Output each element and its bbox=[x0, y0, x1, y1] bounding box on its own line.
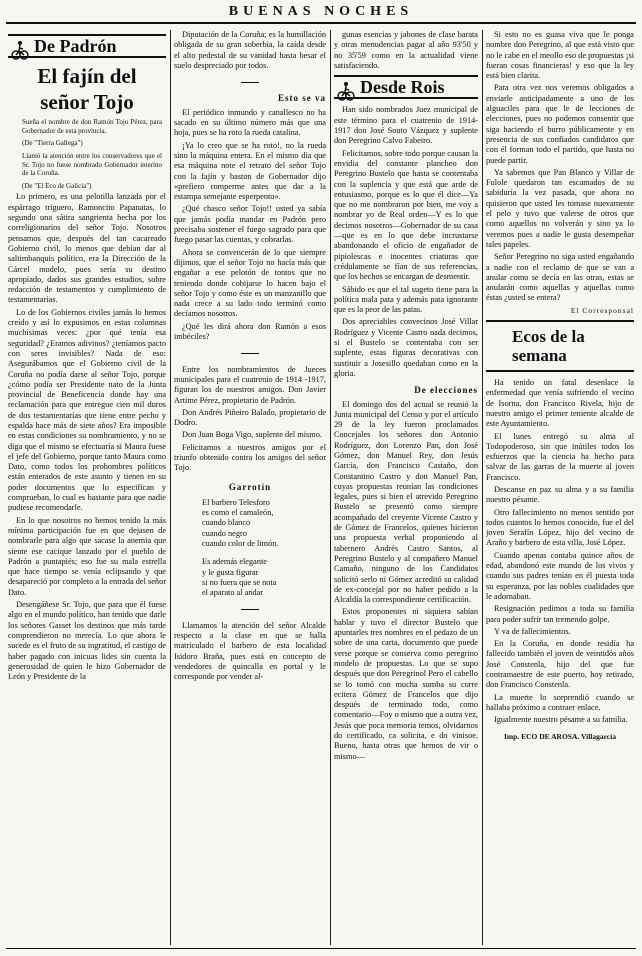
separator bbox=[174, 77, 326, 87]
column-divider bbox=[482, 30, 483, 945]
top-rule bbox=[6, 22, 636, 24]
subheading-garrotin: Garrotín bbox=[228, 481, 272, 492]
poem-line: cuando color de limón. bbox=[202, 539, 279, 549]
poem-line: y le gusta figurar bbox=[202, 567, 259, 577]
paragraph: En la Coruña, en donde residía ha fallecido también el joven de veintidós años José Constenla, hijo del que fue contramaestre de este puerto, hoy retirado, don Francisco Constenla. bbox=[486, 639, 634, 690]
paragraph: Diputación de la Coruña; es la humillación obligada de su gran soberbia, la caída desde el alto pedestal de su vanidad hasta besar el suelo despreciado por todos. bbox=[174, 30, 326, 70]
poem-line: el aparato al andar bbox=[202, 588, 264, 598]
paragraph: ¡Ya lo creo que se ha roto!, no la rueda sino la máquina entera. En el mismo día que esa máquina note el retrato del señor Tojo con la fajín y baston de Gobernador dijo «prefiero romperme antes que dar a la estampa semejante esperpento». bbox=[174, 140, 326, 202]
paragraph: Estos proponentes ni siquiera sabían hablar y tuvo el director Bustelo que apuntarles tres nombres en el pedazo de un sobre de una carta, documento que puede verse porque se conserva como peregrino modelo de propuestas. Lo que se supo después que don Peregrinol Pero el cabello se lo tomó con mucha sumba su corre ecitera Gómez de Francelos que dijo después de terminado todo, como comentario—Foy o mismo que a outra vez, Jesús que poca memoria temos, olvidarnos do certificado, ca solicita, e do vinisoe. Bueno, hasta otras que hemos de vir o mismo— bbox=[334, 607, 478, 761]
section-title-line-1: Ecos de la bbox=[512, 327, 585, 347]
cyclist-icon bbox=[337, 81, 355, 101]
poem-line: es como el camaleón, bbox=[202, 508, 274, 518]
poem-line: Es además elegante bbox=[202, 557, 267, 567]
paragraph: Felicitamos, sobre todo porque causan la envidia del constante plancheo don Peregrino Bustelo que hasta se contentaba con la suplencia y que está que arde de entusiasmo, porque es lo que él dice—Ya que no me nombraron por bien, me voy a nombrar yo de Real orden—Y es lo que decimos nosotros—Gobernador de su casa—que es en lo que debe incrustarse abandonando el oficio de engañador de pipiolescas e inocentes criaturas que crédulamente se fían de sus referencias, que los hechos se encargan de desmentir. bbox=[334, 148, 478, 282]
poem-line: El barbero Telesforo bbox=[202, 497, 270, 507]
paragraph: Entre los nombramientos de Jueces municipales para el cuatrenio de 1914 -1917, figuran los de nuestros amigos. Don Javier Artime Pérez, propietario de Padrón. bbox=[174, 364, 326, 405]
poem-stanza-2 bbox=[202, 557, 326, 598]
subheading-de-elecciones: De elecciones bbox=[414, 385, 478, 396]
column-divider bbox=[170, 30, 171, 945]
section-header-ecos-de-la-semana bbox=[486, 320, 634, 372]
paragraph: ¿Qué les dirá ahora don Ramón a esos imbéciles? bbox=[174, 321, 326, 342]
section-title: Desde Rois bbox=[360, 77, 445, 98]
headline-line-1: El fajín del bbox=[37, 64, 137, 89]
paragraph: El lunes entregó su alma al Todopoderoso, sin que inútiles todos los esfuerzos que la ciencia ha hecho para salvar de las garras de la muerte al joven Francisco. bbox=[486, 431, 634, 482]
headline-line-2: señor Tojo bbox=[40, 90, 134, 115]
paragraph: Señor Peregrino no siga usted engañando a nadie con el reclamo de que se van a anular como se decía en las otras, estas se anularán como aquellas y aquellas como éstas ¿usted se entera? bbox=[486, 252, 634, 303]
paragraph: Don Andrés Piñeiro Balado, propietario de Dodro. bbox=[174, 407, 326, 428]
paragraph: El periódico inmundo y canallesco no ha sacado en su último número más que una hoja, pues se ha roto la rueda catalina. bbox=[174, 107, 326, 138]
paragraph: Cuando apenas contaba quince años de edad, abandonó este mundo de los vivos y cuando sus padres tenían en él puesta toda su esperanza, por las nobles cualidades que le adornaban. bbox=[486, 550, 634, 601]
paragraph: Descanse en paz su alma y a su familia nuestro pésame. bbox=[486, 484, 634, 505]
poem-line: cuando blanco bbox=[202, 518, 251, 528]
paragraph: Lo primero, es una pelotilla lanzada por el espárrago triguero, Ramoncito Papanatas, lo segundo una sátira sangrienta hecha por los correligionarios del señor Tojo. Nosotros pensamos que, después del tan cacareado Gobierno civil, lo menos que debían dar al saltimbanquis político, era la Dirección de la Cárcel modelo, pues sería su destino apropiado, dados sus grandes estudios, sobre redacción de testamentos y cumplimiento de testamentarías. bbox=[8, 192, 166, 305]
bottom-rule bbox=[6, 948, 636, 949]
paragraph: Sábido es que el tal sugeto tiene para la política mala pata y además pata ignorante que es la peor de las patas. bbox=[334, 284, 478, 315]
paragraph: Y va de fallecimientos. bbox=[494, 626, 571, 636]
section-title: De Padrón bbox=[34, 36, 117, 56]
column-1 bbox=[8, 30, 166, 950]
epigraph-2: Llamó la atención entre los conservadores que el Sr. Tojo no fuese nombrado Gobernador interino de la Coruña. bbox=[22, 152, 162, 178]
poem-line: cuando negro bbox=[202, 528, 247, 538]
newspaper-title: BUENAS NOCHES bbox=[228, 4, 414, 19]
paragraph: Para otra vez nos veremos obligados a enviarle anticipadamente a uno de los alguaciles para que le de lecciones de elecciones, pues no podemos consentir que siga haciendo el burro públicamente y en presencia de sus confiados candidatos que con él forman todo el partido, que hasta no puede partir. bbox=[486, 83, 634, 165]
paragraph: Ahora se convencerán de lo que siempre dijimos, que el señor Tojo no hacía más que engañar a ese pelotón de tontos que no teniendo donde cobijarse lo hacen bajo el señor Tojo y como éste es un manzanillo que nada crece a su lado todo terminó como decíamos nosotros. bbox=[174, 247, 326, 319]
paragraph: Ha tenido un fatal desenlace la enfermedad que venía sufriendo el vecino de Isorna, don Francisco Rivela, hijo de nuestro amigo el primer teniente alcalde de este Ayuntamiento. bbox=[486, 378, 634, 429]
paragraph: Felicitamos a nuestros amigos por el triunfo obtenido contra los amigos del señor Tojo. bbox=[174, 442, 326, 473]
paragraph: ¿Qué chasco señor Tojo!! usted ya sabía que jamás podía mandar en Padrón pero precisaba sostener el fuego sagrado para que fuego pasar las cuentas, y cobrarlas. bbox=[174, 204, 326, 245]
paragraph: Han sido nombrados Juez municipal de este término para el cuatrenio de 1914-1917 don José Souto Vázquez y suplente don Peregrino Calvo Fabeiro. bbox=[334, 105, 478, 146]
paragraph: Resignación pedimos a toda su familia para poder sufrir tan tremendo golpe. bbox=[486, 604, 634, 624]
paragraph: Otro fallecimiento no menos sentido por todos cuantos lo hemos conocido, fue el del joven Serafín López, hijo del vecino de Araño y barbero de esta villa, José López. bbox=[486, 507, 634, 548]
crescent-moon-icon bbox=[489, 332, 507, 352]
paragraph: En lo que nosotros no hemos tenido la más mínima participación fue en que dejasen de nombrarle para algo que sacase la anemia que siente ese cacique lanzado por el pueblo de Padrón a puntapiés; eso fue su mala estrella que hace tiempo se venía eclipsando y que desapareció por completo a la entrada del señor Dato. bbox=[8, 515, 166, 597]
printer-imprint: Imp. ECO DE AROSA. Villagarcía bbox=[504, 731, 616, 741]
column-2 bbox=[174, 30, 326, 950]
signature: El Corresponsal bbox=[570, 305, 634, 315]
paragraph: El domingo dos del actual se reunió la Junta municipal del Censo y por el artículo 29 de la ley fueron proclamados Concejales los señores don Antonio Rodríguez, don Lorenzo Pan, don José Gómez, don Manuel Rey, don Jesús García, don Francisco Castaño, don Constantino Castro y don Manuel Pan, cuyas propuestas reunían las condiciones legales, pues si bien el atrevido Peregrino Bustelo se presentó como siempre acompañado del creyente Vicente Castro y de Gómez de Francelos, quienes hicieron una propuesta verbal proponiendo al tabernero Andrés Castro Santos, al Peregrino Bustelo y al compañero Manuel Camaño, ninguno de los Candidatos solicitó serlo ni Gómez acreditó su calidad de ex-concejal por no haber pedido a la Alcaldía la correspondiente certificación. bbox=[334, 399, 478, 605]
paragraph: Lo de los Gobiernos civiles jamás lo hemos creído y así lo expusimos en estas columnas muchísimas veces: ¿por qué tenía esa seguridad? ¿Eramos adivinos? ¿teníamos pacto con seres invisibles? Nada de eso: Asegurábamos que el Gobierno civil de la Coruña no podía darse al señor Tojo, porque ¿cómo podía ser Presidente nato de la Junta provincial de Beneficencia donde hay una reclamación para que entregue cien mil duros de dos testamentarías que tiene entre pecho y espalda hace más de siete años? Era imposible en estas condiciones su nombramiento, y no se diga que el mismo se efectuaría si Maura fuese el jefe del Gobierno, porque tanto Maura como Dato, como todos los prohombres políticos están enterados de este asunto y tienen en su poder documentos que lo especifican y comprueban, lo cual es bastante para que nadie pudiese recomendarle. bbox=[8, 307, 166, 513]
column-divider bbox=[330, 30, 331, 945]
column-3 bbox=[334, 30, 478, 950]
paragraph: Ya sabemos que Pan Blanco y Villar de Fulole quedaron tan escamados de su sabiduría la vez pasada, que ahora no quisieron que usted les tomase nuevamente el pelo y tuvo que valerse de otros que como aquellos no volverán y sino ya lo veremos pues a nadie le gusta desempeñar tales papeles. bbox=[486, 167, 634, 249]
epigraph-1: Sueña el nombre de don Ramón Tojo Pérez, para Gobernador de esta provincia. bbox=[22, 118, 162, 135]
column-4 bbox=[486, 30, 634, 950]
paragraph: Don Juan Boga Vigo, suplente del mismo. bbox=[182, 430, 322, 440]
section-header-desde-rois bbox=[334, 75, 478, 99]
epigraph-2-source: (De "El Eco de Galicia") bbox=[22, 181, 92, 190]
poem-stanza-1 bbox=[202, 498, 326, 549]
poem-line: si no fuera que se nota bbox=[202, 577, 277, 587]
paragraph: Desengáñese Sr. Tojo, que para que él fuese algo en el mundo político, han tenido que darle los señores Gasset los destinos que más tarde comprendieron no merecía. Lo que ahora le sucede es el fruto de su ingratitud, el castigo de haber pagado con inicuas lides sin cuenta la generosidad de quien le hizo Gobernador de León y Presidente de la bbox=[8, 600, 166, 682]
separator bbox=[174, 348, 326, 358]
subheading-esto-se-va: Esto se va bbox=[278, 93, 326, 104]
section-header-de-padron bbox=[8, 34, 166, 58]
section-title-line-2: semana bbox=[512, 346, 567, 366]
masthead bbox=[0, 4, 642, 24]
cyclist-icon bbox=[11, 40, 29, 60]
paragraph: gunas esencias y jabones de clase barata y otras menudencias pagar al año 93'50 y no 35'59 como en la actualidad viene satisfaciendo. bbox=[334, 30, 478, 70]
paragraph: La muerte lo sorprendió cuando se hallaba próximo a contraer enlace. bbox=[486, 692, 634, 712]
paragraph: Dos apreciables convecinos José Villar Rodríguez y Vicente Castro nada decimos, si el Bustelo se contentaba con ser suplente, estas figuras decorativas con sustituir a Josesillo quedaban como en la gloria. bbox=[334, 317, 478, 378]
separator bbox=[174, 605, 326, 615]
paragraph: Si esto no es guasa viva que le ponga nombre don Peregrino, al que está visto que no le cabe en el meollo eso de propuestas ¡si fueran cosas financieras! y eso que la ley está bien clarita. bbox=[486, 30, 634, 81]
epigraph-1-source: (De "Tierra Gallega") bbox=[22, 139, 83, 148]
paragraph: Llamamos la atención del señor Alcalde respecto a la clase en que se halla matriculado el barbero de esta localidad Isidoro Braña, pues está en concepto de vendedores de quincalla en portal y le corresponde por vender al- bbox=[174, 620, 326, 682]
paragraph: Igualmente nuestro pésame a su familia. bbox=[494, 715, 628, 725]
